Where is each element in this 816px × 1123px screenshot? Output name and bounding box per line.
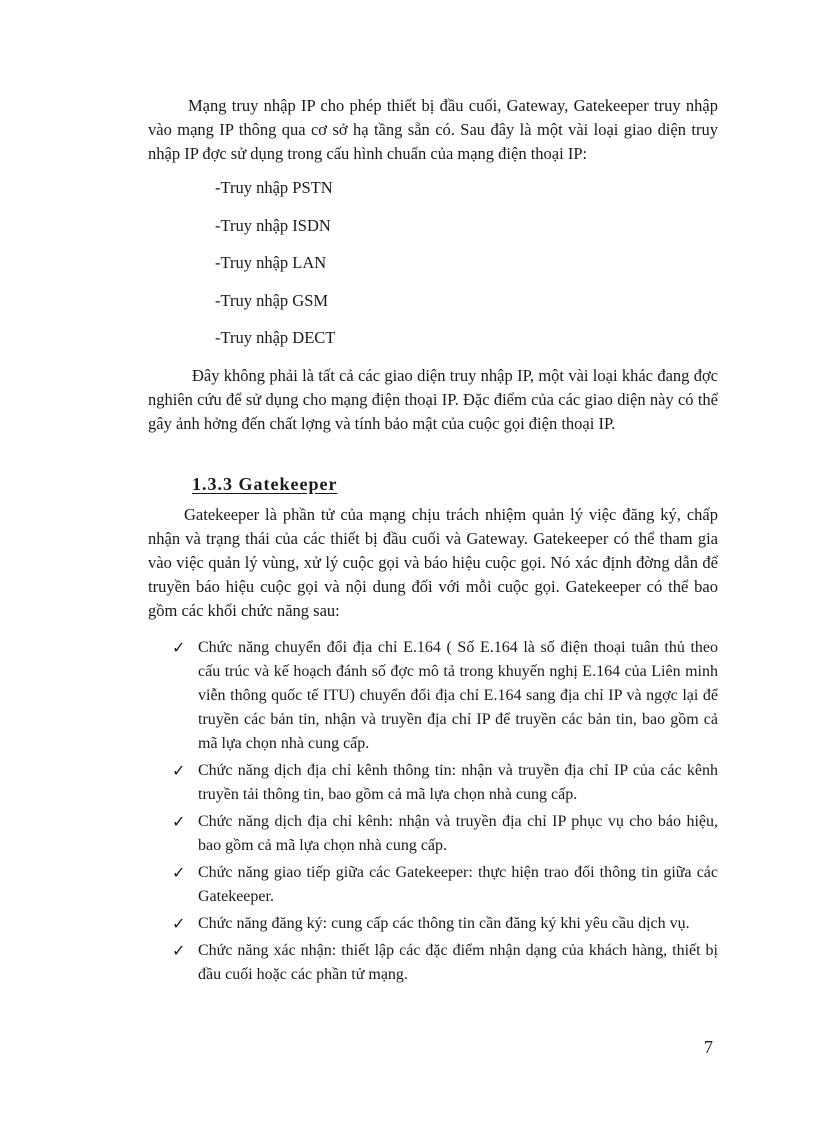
list-item <box>172 861 718 909</box>
second-paragraph: Đây không phải là tất cả các giao diện truy nhập IP, một vài loại khác đang đợc nghiên cứu để sử dụng cho mạng điện thoại IP. Đặc điểm của các giao diện này có thể gây ảnh hởng đến chất lợng và tính bảo mật của cuộc gọi điện thoại IP. <box>148 366 718 433</box>
list-item <box>172 759 718 807</box>
list-item <box>172 939 718 987</box>
function-text: Chức năng dịch địa chỉ kênh thông tin: nhận và truyền địa chỉ IP của các kênh truyền tải thông tin, bao gồm cả mã lựa chọn nhà cung cấp. <box>198 762 718 803</box>
access-type-list <box>215 176 335 364</box>
check-icon: ✓ <box>172 941 186 960</box>
section-heading: 1.3.3 Gatekeeper <box>192 474 338 494</box>
function-text: Chức năng xác nhận: thiết lập các đặc điểm nhận dạng của khách hàng, thiết bị đầu cuối hoặc các phần tử mạng. <box>198 942 718 983</box>
check-icon: ✓ <box>172 812 186 831</box>
function-list <box>172 636 718 990</box>
check-icon: ✓ <box>172 761 186 780</box>
gatekeeper-paragraph: Gatekeeper là phần tử của mạng chịu trách nhiệm quản lý việc đăng ký, chấp nhận và trạng thái của các thiết bị đầu cuối và Gateway. Gatekeeper có thể tham gia vào việc quản lý vùng, xử lý cuộc gọi và báo hiệu cuộc gọi. Nó xác định đờng dẫn để truyền báo hiệu cuộc gọi và nội dung đối với mỗi cuộc gọi. Gatekeeper có thể bao gồm các khối chức năng sau: <box>148 505 718 620</box>
page-number: 7 <box>704 1037 713 1057</box>
check-icon: ✓ <box>172 638 186 657</box>
list-item: -Truy nhập DECT <box>215 328 336 347</box>
function-text: Chức năng giao tiếp giữa các Gatekeeper: thực hiện trao đổi thông tin giữa các Gatekeeper. <box>198 864 718 905</box>
list-item: -Truy nhập LAN <box>215 253 327 272</box>
check-icon: ✓ <box>172 914 186 933</box>
function-text: Chức năng đăng ký: cung cấp các thông tin cần đăng ký khi yêu cầu dịch vụ. <box>198 915 690 932</box>
check-icon: ✓ <box>172 863 186 882</box>
list-item <box>172 912 718 936</box>
function-text: Chức năng dịch địa chỉ kênh: nhận và truyền địa chỉ IP phục vụ cho báo hiệu, bao gồm cả mã lựa chọn nhà cung cấp. <box>198 813 718 854</box>
list-item <box>172 636 718 756</box>
list-item: -Truy nhập ISDN <box>215 215 331 235</box>
list-item: -Truy nhập GSM <box>215 290 329 310</box>
list-item: -Truy nhập PSTN <box>215 178 333 197</box>
intro-paragraph: Mạng truy nhập IP cho phép thiết bị đầu cuối, Gateway, Gatekeeper truy nhập vào mạng IP thông qua cơ sở hạ tầng sẵn có. Sau đây là một vài loại giao diện truy nhập IP đợc sử dụng trong cấu hình chuẩn của mạng điện thoại IP: <box>148 96 718 163</box>
list-item <box>172 810 718 858</box>
function-text: Chức năng chuyển đổi địa chỉ E.164 ( Số E.164 là số điện thoại tuân thủ theo cấu trúc và kế hoạch đánh số đợc mô tả trong khuyến nghị E.164 của Liên minh viễn thông quốc tế ITU) chuyển đổi địa chỉ E.164 sang địa chỉ IP và ngợc lại để truyền các bản tin, nhận và truyền địa chỉ IP để truyền các bản tin, bao gồm cả mã lựa chọn nhà cung cấp. <box>198 639 718 752</box>
